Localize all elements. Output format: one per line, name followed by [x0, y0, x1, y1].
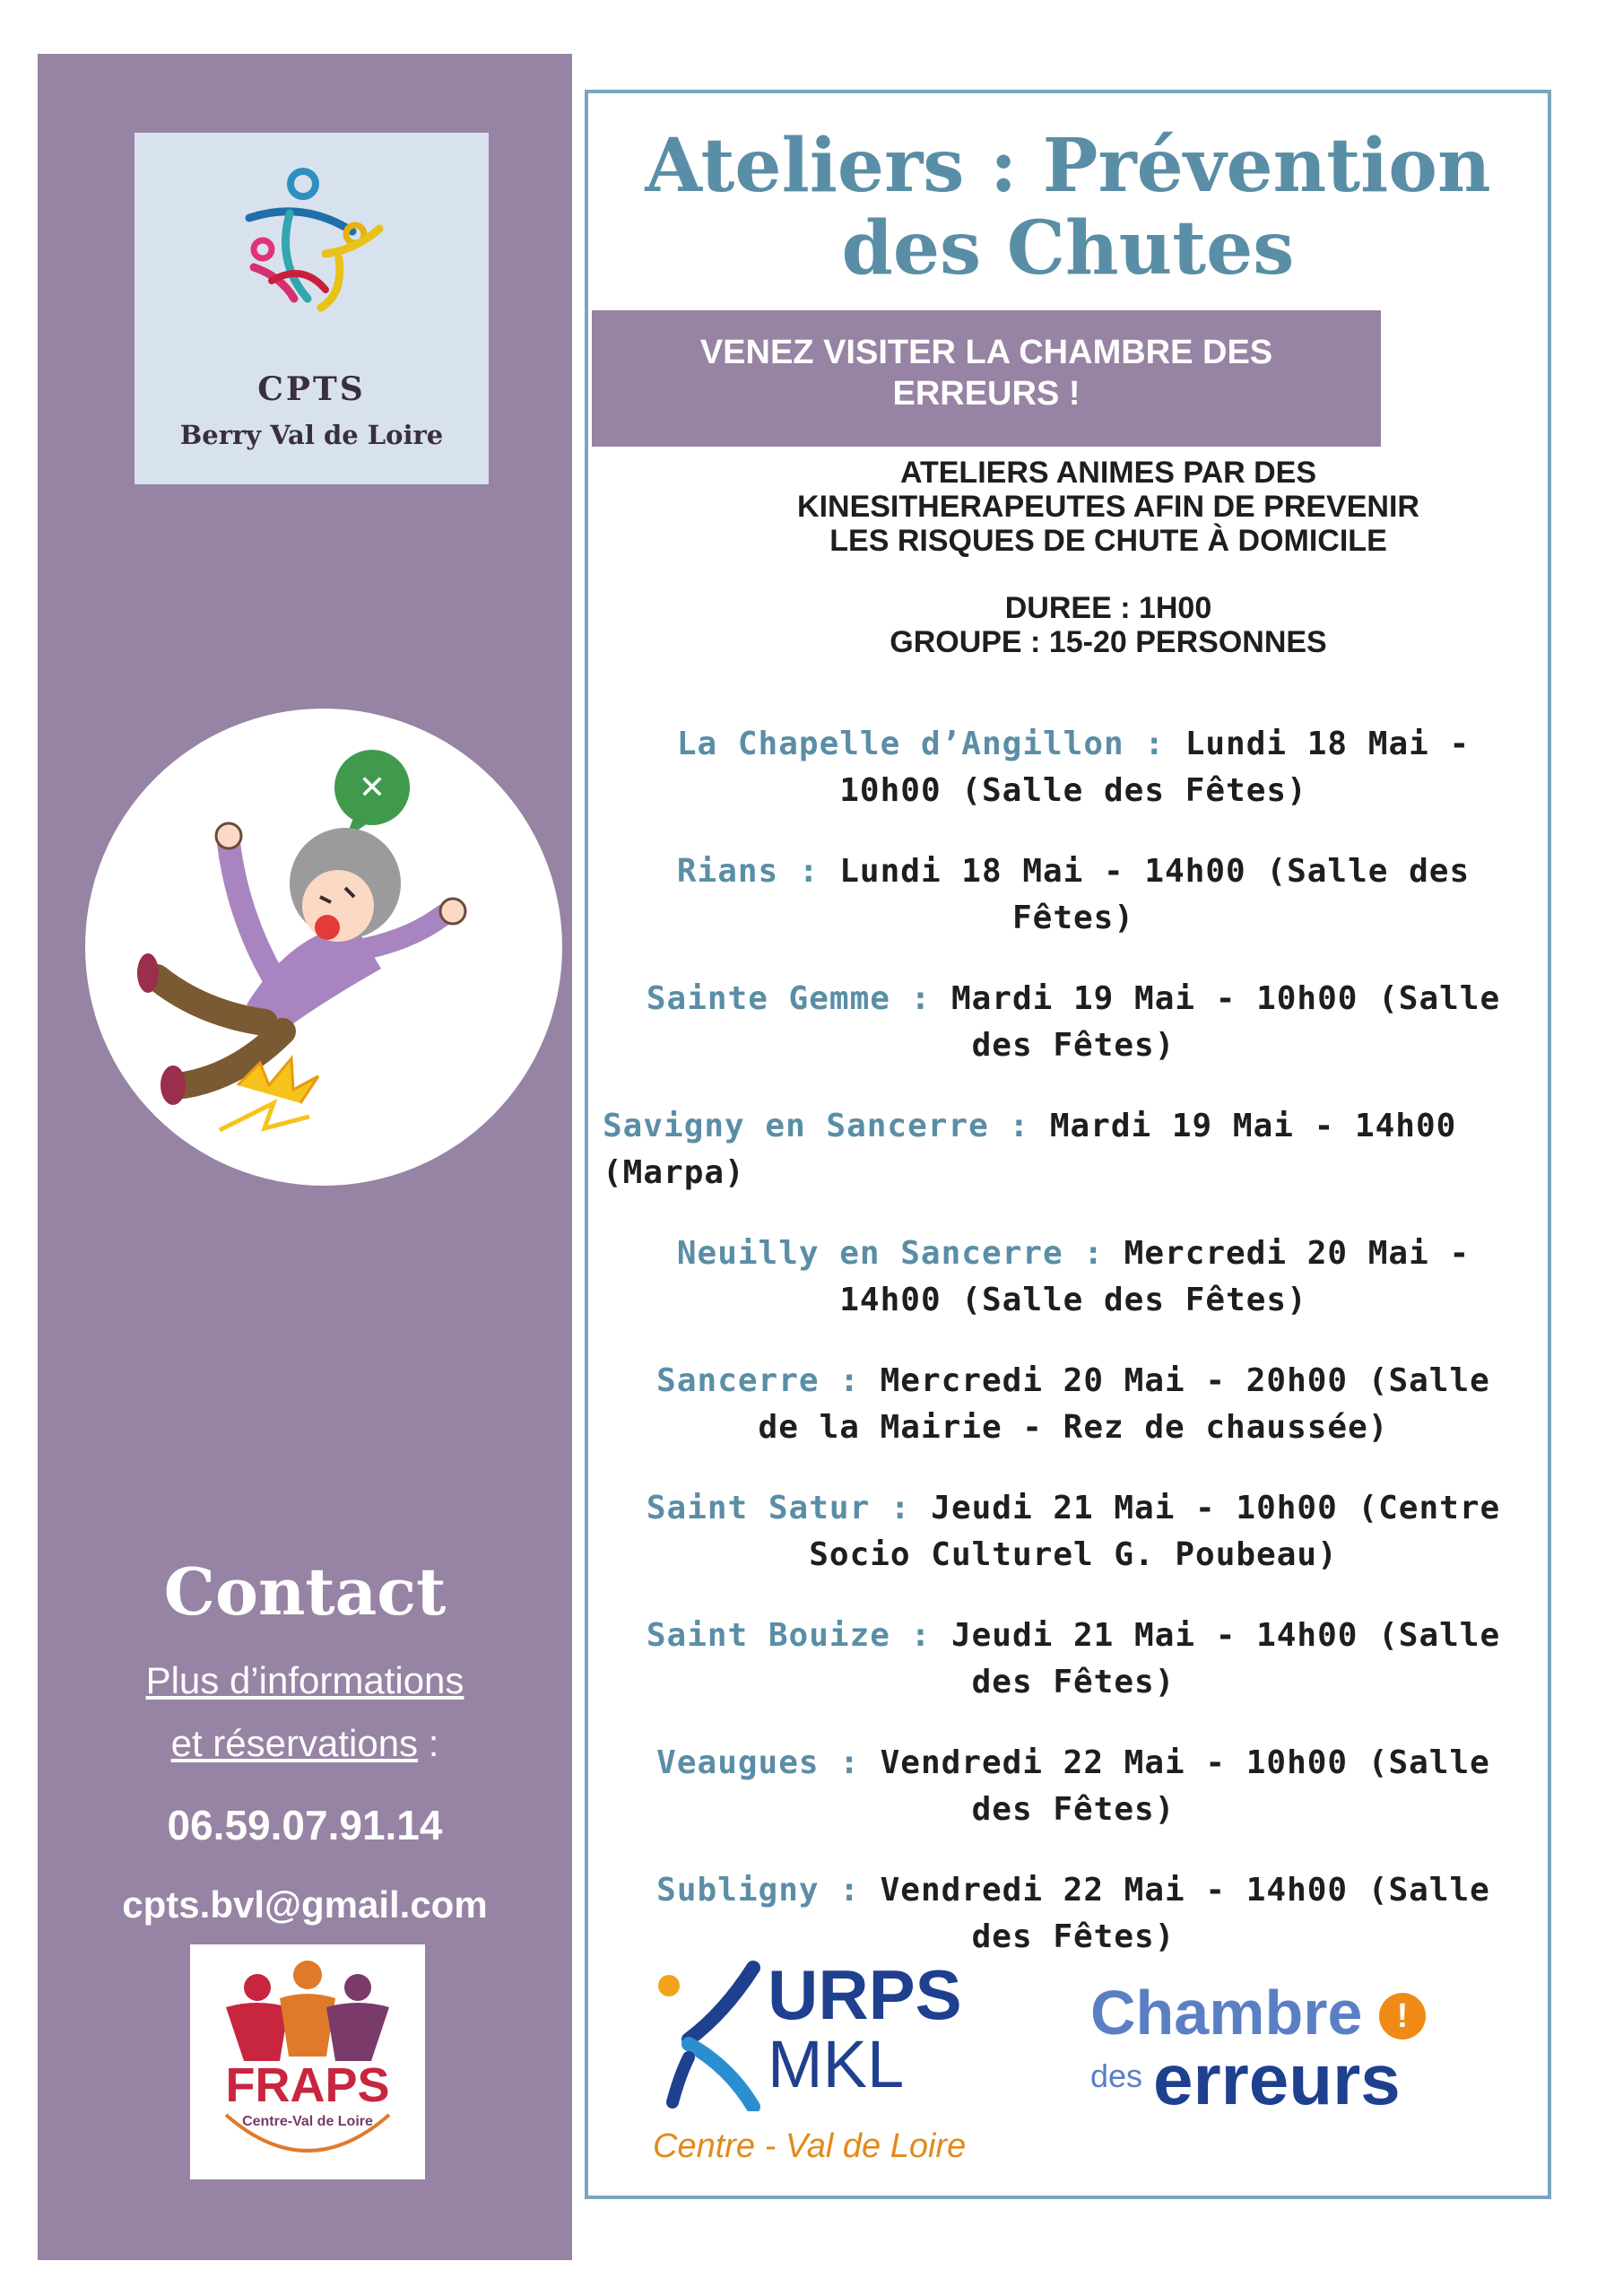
session-time: Mardi 19 Mai - 10h00 (Salle — [931, 980, 1501, 1017]
session-time: Vendredi 22 Mai - 10h00 (Salle — [859, 1744, 1490, 1781]
session-location: 10h00 (Salle des Fêtes) — [839, 772, 1307, 809]
session-place: Saint Satur : — [646, 1490, 911, 1526]
fraps-region: Centre-Val de Loire — [242, 2114, 373, 2129]
chambre-des-erreurs-logo — [1090, 1977, 1431, 2156]
session-time: Vendredi 22 Mai - 14h00 (Salle — [859, 1872, 1490, 1909]
des-word: des — [1090, 2057, 1143, 2094]
session-location: (Marpa) — [603, 1154, 745, 1191]
session-location: 14h00 (Salle des Fêtes) — [839, 1282, 1307, 1318]
session-item — [603, 848, 1544, 942]
session-time: Lundi 18 Mai - — [1165, 726, 1471, 762]
session-item — [603, 1358, 1544, 1451]
warning-icon: ! — [1379, 1993, 1426, 2039]
session-location: des Fêtes) — [971, 1791, 1176, 1828]
session-item — [603, 1231, 1544, 1324]
description — [768, 456, 1449, 558]
session-place: Neuilly en Sancerre : — [676, 1235, 1104, 1272]
fraps-logo — [190, 1944, 425, 2179]
description-line3: LES RISQUES DE CHUTE À DOMICILE — [829, 524, 1387, 558]
cpts-logo — [135, 133, 489, 484]
urps-mkl-logo — [653, 1955, 976, 2174]
contact-info-line2 — [38, 1722, 572, 1765]
session-place: Subligny : — [656, 1872, 860, 1909]
session-item — [603, 1740, 1544, 1833]
contact-info-line1 — [38, 1659, 572, 1702]
fraps-name: FRAPS — [225, 2058, 390, 2112]
left-sidebar — [38, 54, 572, 2260]
session-item — [603, 721, 1544, 814]
banner-line2: ERREURS ! — [892, 375, 1081, 413]
banner-line1: VENEZ VISITER LA CHAMBRE DES — [699, 334, 1273, 371]
page-title — [588, 125, 1548, 290]
session-time: Lundi 18 Mai - 14h00 (Salle des — [819, 853, 1471, 890]
svg-text:✕: ✕ — [358, 770, 386, 806]
session-item — [603, 1867, 1544, 1961]
fraps-people-icon — [190, 1944, 425, 2179]
banner-text — [592, 332, 1381, 414]
session-location: de la Mairie - Rez de chaussée) — [758, 1409, 1389, 1446]
session-place: Veaugues : — [656, 1744, 860, 1781]
session-place: Sainte Gemme : — [646, 980, 932, 1017]
session-location: des Fêtes) — [971, 1664, 1176, 1700]
banner — [592, 310, 1381, 447]
session-time: Jeudi 21 Mai - 14h00 (Salle — [931, 1617, 1501, 1654]
session-time: Mercredi 20 Mai - 20h00 (Salle — [859, 1362, 1490, 1399]
info-panel — [585, 90, 1551, 2199]
erreurs-word: erreurs — [1153, 2039, 1401, 2119]
group-size: GROUPE : 15-20 PERSONNES — [890, 625, 1327, 659]
session-item — [603, 976, 1544, 1069]
chambre-word: Chambre — [1090, 1978, 1363, 2048]
contact-email[interactable]: cpts.bvl@gmail.com — [122, 1883, 488, 1926]
description-line1: ATELIERS ANIMES PAR DES — [899, 456, 1317, 490]
session-place: Savigny en Sancerre : — [603, 1108, 1030, 1144]
contact-link-reservations[interactable]: et réservations — [170, 1722, 419, 1764]
session-place: Sancerre : — [656, 1362, 860, 1399]
session-time: Jeudi 21 Mai - 10h00 (Centre — [910, 1490, 1501, 1526]
cpts-subtitle: Berry Val de Loire — [179, 420, 444, 450]
session-item — [603, 1613, 1544, 1706]
session-location: des Fêtes) — [971, 1027, 1176, 1064]
session-item — [603, 1485, 1544, 1578]
session-place: Rians : — [676, 853, 820, 890]
contact-phone[interactable]: 06.59.07.91.14 — [167, 1802, 443, 1848]
title-line1: Ateliers : Prévention — [645, 123, 1491, 209]
description-line2: KINESITHERAPEUTES AFIN DE PREVENIR — [797, 490, 1419, 524]
urps-k-icon — [653, 1959, 769, 2111]
session-item — [603, 1103, 1544, 1196]
session-place: La Chapelle d’Angillon : — [676, 726, 1166, 762]
session-time: Mardi 19 Mai - 14h00 — [1029, 1108, 1457, 1144]
falling-person-icon — [85, 709, 562, 1186]
session-location: Fêtes) — [1011, 900, 1135, 936]
contact-link-more-info[interactable]: Plus d’informations — [145, 1659, 464, 1701]
urps-region: Centre - Val de Loire — [653, 2127, 967, 2165]
fall-illustration — [85, 709, 562, 1186]
title-line2: des Chutes — [841, 205, 1295, 291]
contact-colon: : — [418, 1722, 439, 1764]
session-time: Mercredi 20 Mai - — [1104, 1235, 1471, 1272]
session-location: des Fêtes) — [971, 1918, 1176, 1955]
session-location: Socio Culturel G. Poubeau) — [809, 1536, 1338, 1573]
urps-title: URPS — [768, 1955, 962, 2034]
cpts-people-icon — [240, 164, 393, 317]
workshop-info — [768, 591, 1449, 659]
session-place: Saint Bouize : — [646, 1617, 932, 1654]
duration: DUREE : 1H00 — [1004, 591, 1212, 625]
urps-subtitle: MKL — [768, 2027, 905, 2101]
cpts-title: CPTS — [257, 370, 366, 408]
contact-title: Contact — [163, 1553, 447, 1630]
